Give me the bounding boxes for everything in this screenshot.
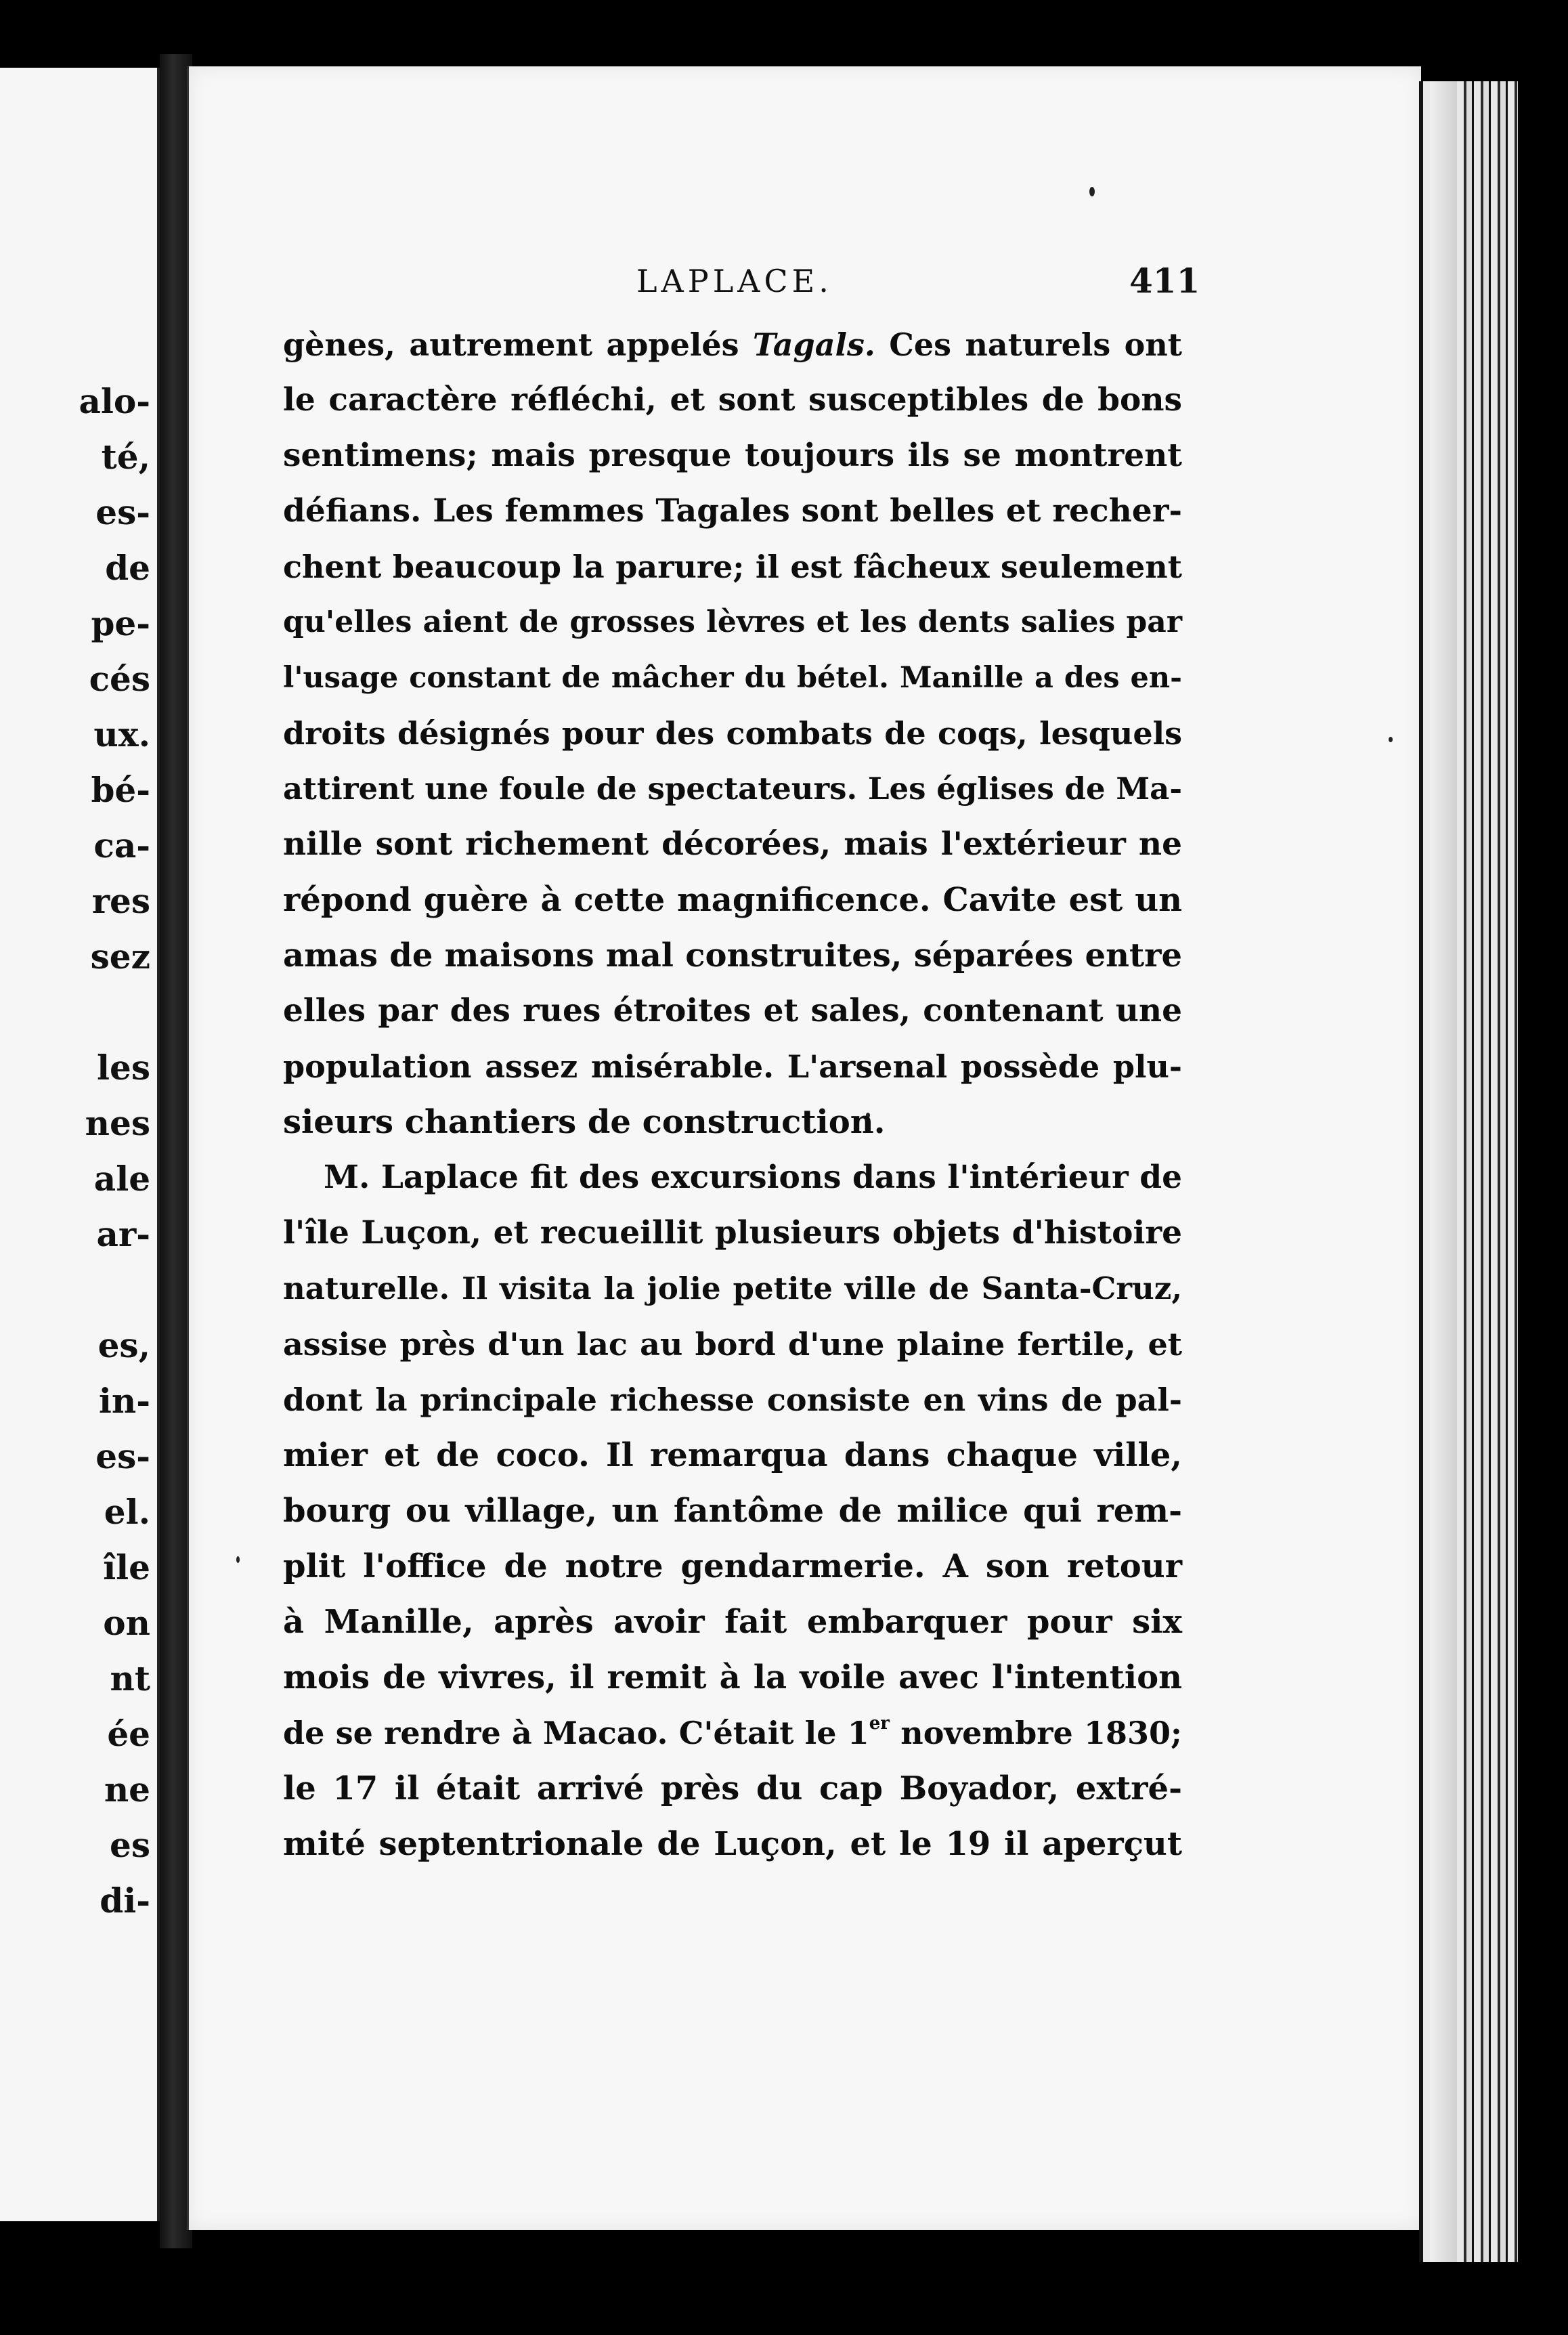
ink-speck bbox=[236, 1556, 240, 1563]
page-edges bbox=[1419, 81, 1518, 2262]
text-line: chent beaucoup la parure; il est fâcheux seulement bbox=[283, 549, 1182, 585]
text-line: elles par des rues étroites et sales, contenant une bbox=[283, 992, 1182, 1029]
left-page-fragment: ux. bbox=[93, 714, 150, 754]
left-page-fragment: bé- bbox=[91, 770, 150, 810]
left-page-fragment: ale bbox=[93, 1159, 150, 1199]
text-line: M. Laplace fit des excursions dans l'intérieur de bbox=[324, 1159, 1182, 1196]
text-segment: novembre 1830; bbox=[900, 1715, 1183, 1751]
text-line: défians. Les femmes Tagales sont belles et recher- bbox=[283, 492, 1182, 530]
left-page-fragment: ar- bbox=[96, 1214, 150, 1254]
running-head: LAPLACE. bbox=[636, 263, 833, 299]
text-line bbox=[283, 317, 1182, 372]
left-page-fragment: in- bbox=[98, 1381, 150, 1421]
page-number: 411 bbox=[1129, 261, 1200, 301]
text-line: dont la principale richesse consiste en vins de pal- bbox=[283, 1381, 1182, 1418]
text-line: qu'elles aient de grosses lèvres et les dents salies par bbox=[283, 605, 1182, 639]
text-line: l'île Luçon, et recueillit plusieurs objets d'histoire bbox=[283, 1214, 1182, 1251]
text-line: assise près d'un lac au bord d'une plaine fertile, et bbox=[283, 1326, 1182, 1363]
text-line bbox=[283, 1705, 1182, 1761]
ink-speck bbox=[1089, 187, 1095, 196]
text-line: population assez misérable. L'arsenal possède plu- bbox=[283, 1048, 1182, 1085]
text-line: attirent une foule de spectateurs. Les églises de Ma- bbox=[283, 771, 1182, 807]
text-line: à Manille, après avoir fait embarquer pour six bbox=[283, 1603, 1182, 1641]
text-line: nille sont richement décorées, mais l'extérieur ne bbox=[283, 826, 1182, 863]
left-page-fragment: es- bbox=[95, 1436, 150, 1476]
left-page-fragment: on bbox=[103, 1603, 150, 1643]
left-page-fragment: es bbox=[110, 1825, 150, 1865]
text-line: mois de vivres, il remit à la voile avec l'intention bbox=[283, 1658, 1182, 1696]
text-line: sentimens; mais presque toujours ils se montrent bbox=[283, 437, 1182, 474]
text-line: mier et de coco. Il remarqua dans chaque ville, bbox=[283, 1436, 1182, 1474]
body-text bbox=[283, 317, 1182, 1872]
left-page-fragment: île bbox=[103, 1547, 150, 1587]
text-line: mité septentrionale de Luçon, et le 19 il aperçut bbox=[283, 1825, 1182, 1863]
text-segment: gènes, autrement appelés bbox=[283, 326, 739, 363]
text-line: naturelle. Il visita la jolie petite ville de Santa-Cruz, bbox=[283, 1270, 1182, 1306]
left-page-fragment: ée bbox=[107, 1714, 150, 1754]
left-page-fragment: les bbox=[97, 1048, 150, 1088]
page-edge-highlight bbox=[1430, 81, 1457, 2262]
text-segment: de se rendre à Macao. C'était le 1 bbox=[283, 1715, 869, 1751]
left-page-fragment: de bbox=[105, 548, 150, 588]
left-page-fragment: alo- bbox=[79, 381, 150, 421]
text-segment: Ces naturels ont bbox=[889, 326, 1183, 363]
left-page-fragment: di- bbox=[100, 1881, 150, 1921]
text-line: amas de maisons mal construites, séparées entre bbox=[283, 937, 1182, 974]
left-page-fragment: cés bbox=[89, 659, 150, 699]
left-page-fragment: el. bbox=[104, 1492, 150, 1532]
left-page-fragment: es, bbox=[97, 1325, 150, 1365]
text-line: plit l'office de notre gendarmerie. A son retour bbox=[283, 1547, 1182, 1585]
left-page-fragment: sez bbox=[90, 937, 150, 977]
text-line: le 17 il était arrivé près du cap Boyador, extré- bbox=[283, 1770, 1182, 1807]
left-facing-page bbox=[0, 68, 160, 2221]
left-page-fragment: nes bbox=[85, 1103, 150, 1143]
text-line: sieurs chantiers de construction. bbox=[283, 1103, 886, 1141]
left-page-fragment: es- bbox=[95, 492, 150, 532]
text-line: droits désignés pour des combats de coqs, lesquels bbox=[283, 715, 1182, 752]
left-page-fragment: pe- bbox=[91, 603, 150, 643]
left-page-fragment: ne bbox=[104, 1770, 150, 1809]
text-line: le caractère réfléchi, et sont susceptibles de bons bbox=[283, 381, 1182, 419]
italic-term: Tagals. bbox=[752, 326, 875, 363]
left-page-fragment: res bbox=[91, 881, 150, 921]
text-line: répond guère à cette magnificence. Cavite est un bbox=[283, 881, 1182, 919]
left-page-fragment: nt bbox=[110, 1658, 150, 1698]
superscript: er bbox=[869, 1713, 890, 1734]
ink-speck bbox=[1389, 737, 1393, 742]
text-line: bourg ou village, un fantôme de milice qui rem- bbox=[283, 1492, 1182, 1530]
text-line: l'usage constant de mâcher du bétel. Manille a des en- bbox=[283, 661, 1182, 695]
left-page-fragment: té, bbox=[101, 437, 150, 477]
left-page-fragment: ca- bbox=[93, 826, 150, 865]
